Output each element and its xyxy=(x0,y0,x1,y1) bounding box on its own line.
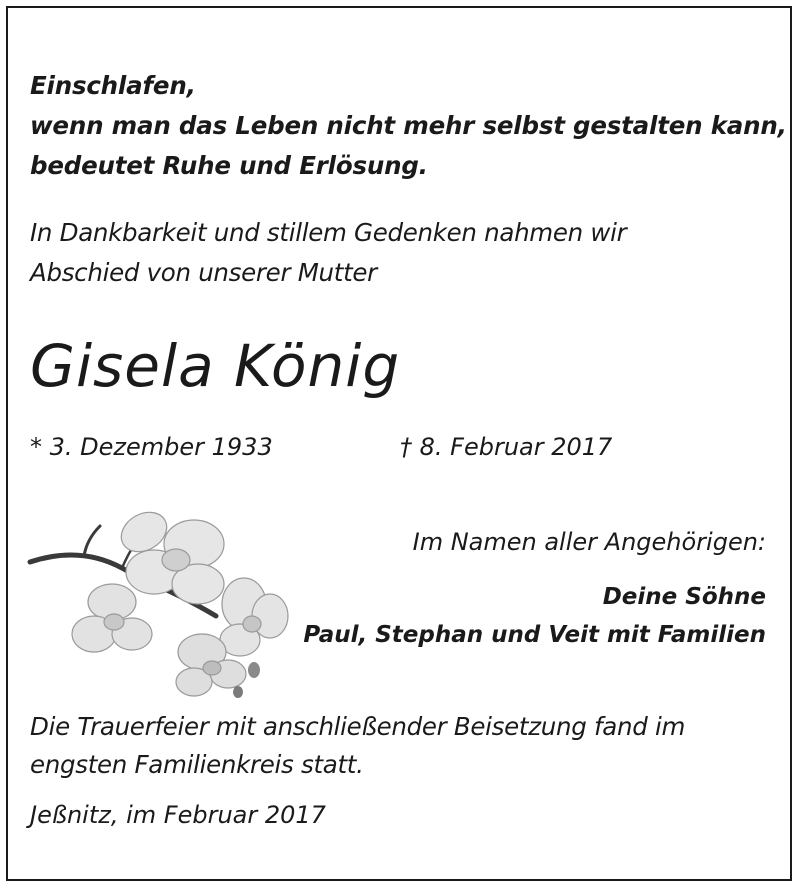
intro-line-1: In Dankbarkeit und stillem Gedenken nahmen wir xyxy=(30,218,627,247)
place-date: Jeßnitz, im Februar 2017 xyxy=(30,801,326,829)
deceased-name: Gisela König xyxy=(30,332,401,400)
ceremony-line-1: Die Trauerfeier mit anschließender Beisetzung fand im xyxy=(30,712,686,741)
death-date: † 8. Februar 2017 xyxy=(400,433,613,461)
mourners-names xyxy=(303,578,766,654)
motto-verse xyxy=(30,66,787,186)
ceremony-line-2: engsten Familienkreis statt. xyxy=(30,750,364,779)
mourners-intro: Im Namen aller Angehörigen: xyxy=(412,528,766,556)
intro-line-2: Abschied von unserer Mutter xyxy=(30,258,377,287)
mourners-line-1: Deine Söhne xyxy=(602,584,766,610)
motto-line-1: Einschlafen, xyxy=(30,71,196,100)
obituary-card xyxy=(6,6,792,881)
motto-line-2: wenn man das Leben nicht mehr selbst gestalten kann, xyxy=(30,111,787,140)
mourners-line-2: Paul, Stephan und Veit mit Familien xyxy=(303,622,766,648)
motto-line-3: bedeutet Ruhe und Erlösung. xyxy=(30,151,428,180)
ceremony-notice xyxy=(30,708,685,784)
intro-text xyxy=(30,213,626,293)
birth-date: * 3. Dezember 1933 xyxy=(30,433,273,461)
